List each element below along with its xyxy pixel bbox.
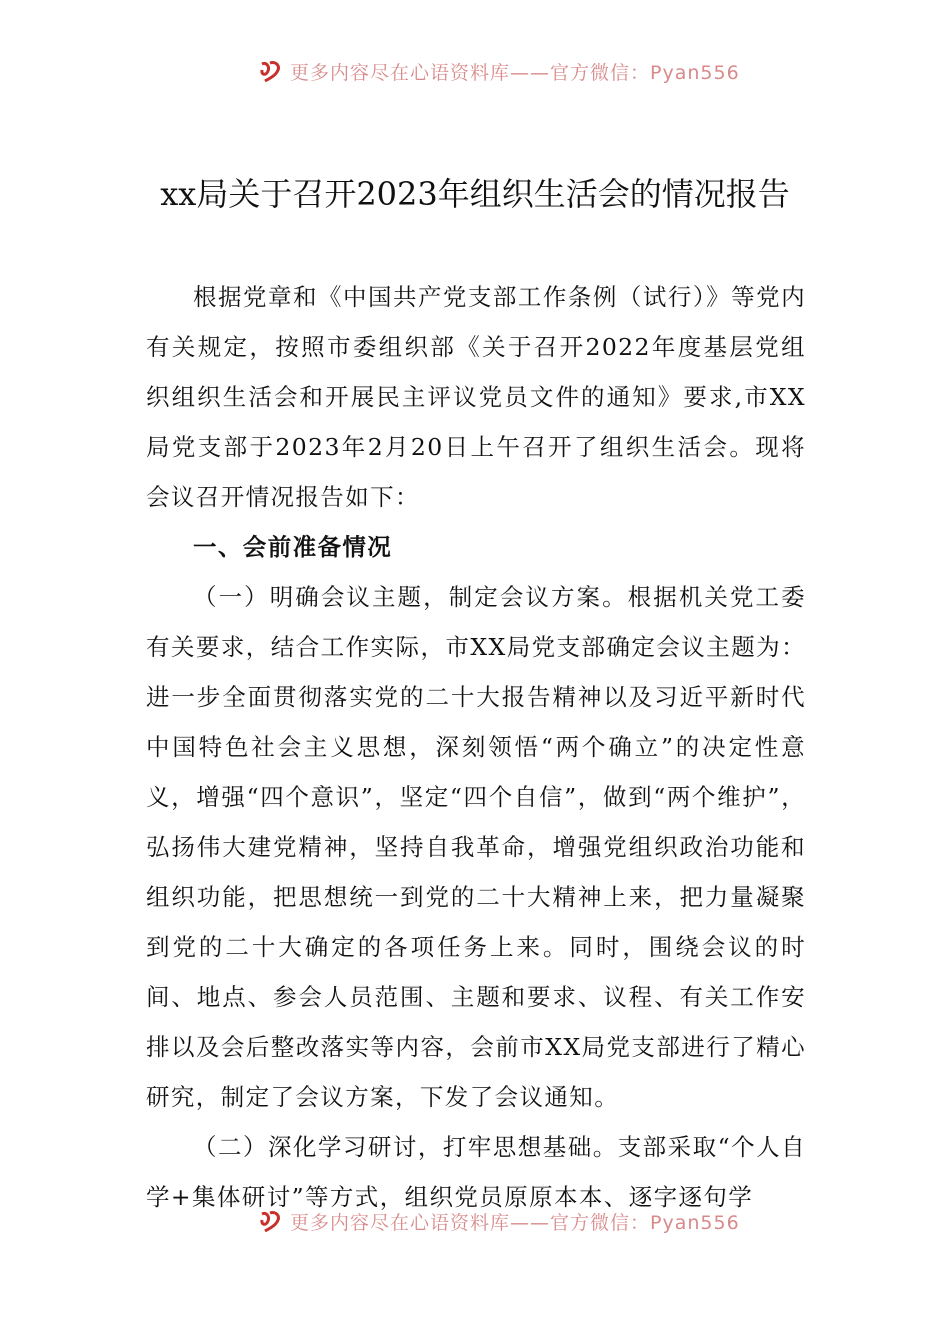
watermark-bottom [258,1208,740,1234]
wiz-logo-icon [258,1208,284,1234]
document-title: xx局关于召开2023年组织生活会的情况报告 [160,175,790,213]
document-body [146,272,806,1222]
paragraph-item-1: （一）明确会议主题，制定会议方案。根据机关党工委有关要求，结合工作实际，市XX局党支部确定会议主题为：进一步全面贯彻落实党的二十大报告精神以及习近平新时代中国特色社会主义思想，深刻领悟“两个确立”的决定性意义，增强“四个意识”，坚定“四个自信”，做到“两个维护”，弘扬伟大建党精神，坚持自我革命，增强党组织政治功能和组织功能，把思想统一到党的二十大精神上来，把力量凝聚到党的二十大确定的各项任务上来。同时，围绕会议的时间、地点、参会人员范围、主题和要求、议程、有关工作安排以及会后整改落实等内容，会前市XX局党支部进行了精心研究，制定了会议方案，下发了会议通知。 [146,583,806,1111]
watermark-top [258,58,740,84]
section-heading: 一、会前准备情况 [193,533,393,561]
watermark-text: 更多内容尽在心语资料库——官方微信：Pyan556 [290,1211,740,1234]
watermark-text: 更多内容尽在心语资料库——官方微信：Pyan556 [290,61,740,84]
paragraph-intro: 根据党章和《中国共产党支部工作条例（试行）》等党内有关规定，按照市委组织部《关于召开2022年度基层党组织组织生活会和开展民主评议党员文件的通知》要求,市XX局党支部于2023年2月20日上午召开了组织生活会。现将会议召开情况报告如下： [146,283,806,511]
wiz-logo-icon [258,58,284,84]
paragraph-item-2: （二）深化学习研讨，打牢思想基础。支部采取“个人自学+集体研讨”等方式，组织党员原原本本、逐字逐句学 [146,1133,806,1211]
